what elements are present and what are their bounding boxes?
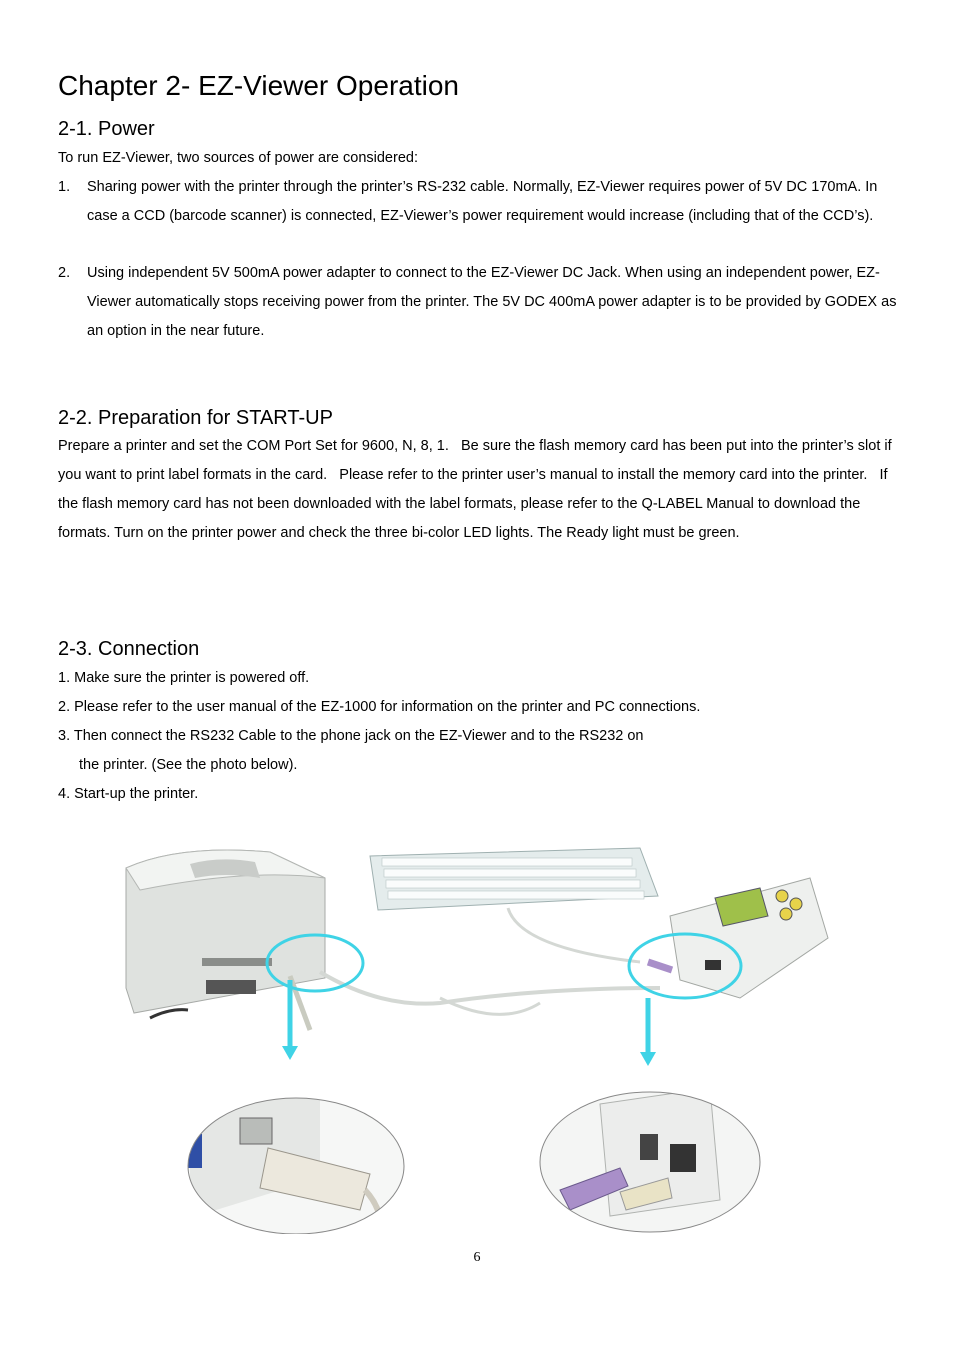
viewer-port-closeup <box>530 1088 770 1234</box>
section-heading-power: 2-1. Power <box>58 118 155 140</box>
connection-step-4: 4. Start-up the printer. <box>58 786 199 802</box>
keyboard-illustration <box>370 848 658 910</box>
connection-step-3: 3. Then connect the RS232 Cable to the phone jack on the EZ-Viewer and to the RS232 on <box>58 728 644 744</box>
chapter-title: Chapter 2- EZ-Viewer Operation <box>58 70 459 101</box>
startup-paragraph: Prepare a printer and set the COM Port Set for 9600, N, 8, 1. Be sure the flash memory card has been put into the printer’s slot if you want to print label formats in the card. Please refer to the printer user’s manual to install the memory card into the printer. If the flash memory card has not been downloaded with the label formats, please refer to the Q-LABEL Manual to download the formats. Turn on the printer power and check the three bi-color LED lights. The Ready light must be green. <box>58 438 892 541</box>
connection-photo <box>120 838 840 1234</box>
printer-port-closeup <box>180 1078 420 1234</box>
power-intro: To run EZ-Viewer, two sources of power are considered: <box>58 150 418 166</box>
arrow-down-icon <box>640 998 656 1066</box>
list-text: Sharing power with the printer through the printer’s RS-232 cable. Normally, EZ-Viewer requires power of 5V DC 170mA. In case a CCD (barcode scanner) is connected, EZ-Viewer’s power requirement would increase (including that of the CCD’s). <box>87 179 878 224</box>
connection-step-3-cont: the printer. (See the photo below). <box>79 757 298 773</box>
list-text: Using independent 5V 500mA power adapter to connect to the EZ-Viewer DC Jack. When using an independent power, EZ-Viewer automatically stops receiving power from the printer. The 5V DC 400mA power adapter is to be provided by GODEX as an option in the near future. <box>87 265 897 339</box>
power-list-item-1 <box>58 173 908 231</box>
list-number: 1. <box>58 179 71 195</box>
ez-viewer-illustration <box>648 878 828 998</box>
connection-steps <box>58 664 908 809</box>
list-number: 2. <box>58 265 71 281</box>
power-list-item-2 <box>58 259 908 346</box>
page-number: 6 <box>473 1250 481 1265</box>
section-heading-connection: 2-3. Connection <box>58 638 200 660</box>
connection-step-2: 2. Please refer to the user manual of the EZ-1000 for information on the printer and PC connections. <box>58 699 701 715</box>
connection-step-1: 1. Make sure the printer is powered off. <box>58 670 310 686</box>
section-heading-startup: 2-2. Preparation for START-UP <box>58 407 333 429</box>
